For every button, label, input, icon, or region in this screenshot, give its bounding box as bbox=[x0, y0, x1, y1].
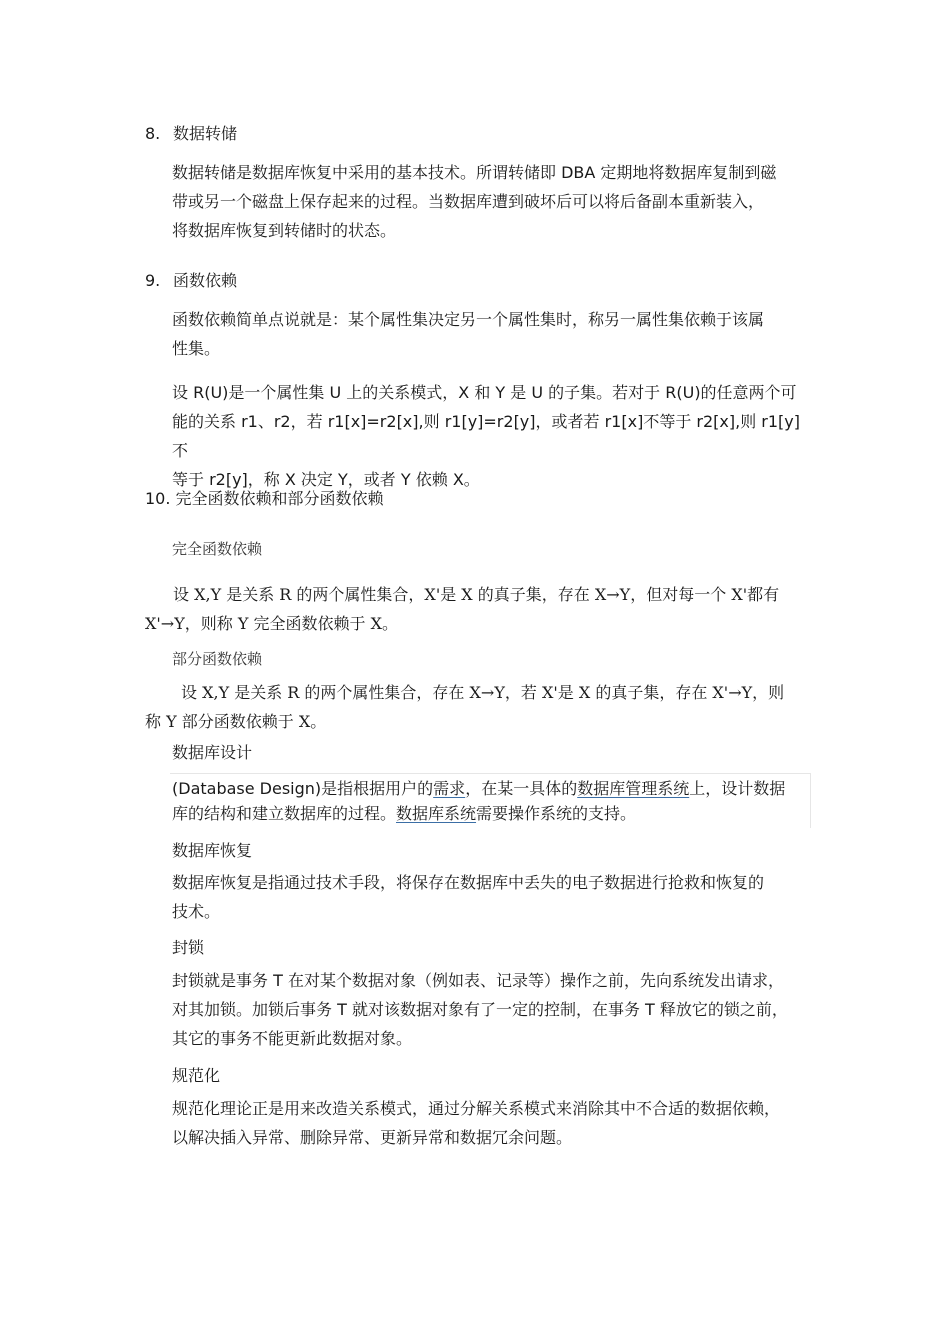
text-span: 需要操作系统的支持。 bbox=[476, 804, 637, 823]
section-number: 10. bbox=[145, 489, 171, 508]
section-number: 8. bbox=[145, 124, 161, 143]
section-number: 9. bbox=[145, 271, 161, 290]
section-8-body bbox=[172, 158, 812, 245]
text-line bbox=[172, 776, 810, 801]
full-dependency-title: 完全函数依赖 bbox=[172, 540, 263, 558]
text-line: 数据转储是数据库恢复中采用的基本技术。所谓转储即 DBA 定期地将数据库复制到磁 bbox=[172, 163, 777, 182]
text-line: 等于 r2[y]，称 X 决定 Y，或者 Y 依赖 X。 bbox=[172, 470, 480, 489]
text-line: X'→Y，则称 Y 完全函数依赖于 X。 bbox=[145, 614, 398, 633]
section-title: 完全函数依赖和部分函数依赖 bbox=[175, 489, 384, 508]
database-recovery-title: 数据库恢复 bbox=[172, 841, 253, 860]
text-line: 其它的事务不能更新此数据对象。 bbox=[172, 1029, 413, 1048]
text-line: 设 X,Y 是关系 R 的两个属性集合，存在 X→Y，若 X'是 X 的真子集，存在 X'→Y，则 bbox=[181, 683, 785, 702]
text-line: 性集。 bbox=[172, 339, 221, 358]
text-span: (Database Design)是指根据用户的 bbox=[172, 779, 434, 798]
link-requirement[interactable]: 需求 bbox=[433, 779, 466, 798]
text-line: 设 X,Y 是关系 R 的两个属性集合，X'是 X 的真子集，存在 X→Y，但对每一个 X'都有 bbox=[173, 585, 780, 604]
text-line bbox=[172, 801, 810, 826]
database-recovery-body bbox=[172, 868, 812, 926]
text-line: 以解决插入异常、删除异常、更新异常和数据冗余问题。 bbox=[172, 1128, 573, 1147]
normalization-title: 规范化 bbox=[172, 1066, 221, 1085]
lock-title: 封锁 bbox=[172, 938, 205, 957]
normalization-body bbox=[172, 1094, 832, 1152]
text-line: 将数据库恢复到转储时的状态。 bbox=[172, 221, 397, 240]
section-9-paragraph-2 bbox=[172, 378, 812, 494]
text-span: 上，设计数据 bbox=[689, 779, 786, 798]
section-9-heading bbox=[145, 268, 237, 291]
section-9-paragraph-1 bbox=[172, 305, 812, 363]
text-line: 对其加锁。加锁后事务 T 就对该数据对象有了一定的控制，在事务 T 释放它的锁之前， bbox=[172, 1000, 788, 1019]
text-line: 能的关系 r1、r2，若 r1[x]=r2[x],则 r1[y]=r2[y]，或者若 r1[x]不等于 r2[x],则 r1[y]不 bbox=[172, 412, 800, 460]
partial-dependency-body bbox=[145, 678, 805, 736]
text-line: 带或另一个磁盘上保存起来的过程。当数据库遭到破坏后可以将后备副本重新装入， bbox=[172, 192, 765, 211]
text-span: 库的结构和建立数据库的过程。 bbox=[172, 804, 397, 823]
section-10-heading bbox=[145, 486, 384, 509]
full-dependency-body bbox=[145, 580, 805, 638]
section-8-heading bbox=[145, 121, 237, 144]
text-line: 称 Y 部分函数依赖于 X。 bbox=[145, 712, 327, 731]
lock-body bbox=[172, 966, 832, 1053]
link-dbms[interactable]: 数据库管理系统 bbox=[577, 779, 690, 798]
section-title: 数据转储 bbox=[173, 124, 238, 143]
text-line: 函数依赖简单点说就是：某个属性集决定另一个属性集时，称另一属性集依赖于该属 bbox=[172, 310, 765, 329]
text-line: 设 R(U)是一个属性集 U 上的关系模式，X 和 Y 是 U 的子集。若对于 R(U)的任意两个可 bbox=[172, 383, 797, 402]
text-line: 封锁就是事务 T 在对某个数据对象（例如表、记录等）操作之前，先向系统发出请求， bbox=[172, 971, 784, 990]
text-line: 数据库恢复是指通过技术手段，将保存在数据库中丢失的电子数据进行抢救和恢复的 bbox=[172, 873, 765, 892]
text-line: 技术。 bbox=[172, 902, 221, 921]
section-title: 函数依赖 bbox=[173, 271, 238, 290]
database-design-box bbox=[170, 773, 811, 828]
partial-dependency-title: 部分函数依赖 bbox=[172, 650, 263, 668]
text-span: ，在某一具体的 bbox=[465, 779, 578, 798]
link-database-system[interactable]: 数据库系统 bbox=[396, 804, 477, 823]
database-design-title: 数据库设计 bbox=[172, 743, 253, 762]
text-line: 规范化理论正是用来改造关系模式，通过分解关系模式来消除其中不合适的数据依赖， bbox=[172, 1099, 781, 1118]
